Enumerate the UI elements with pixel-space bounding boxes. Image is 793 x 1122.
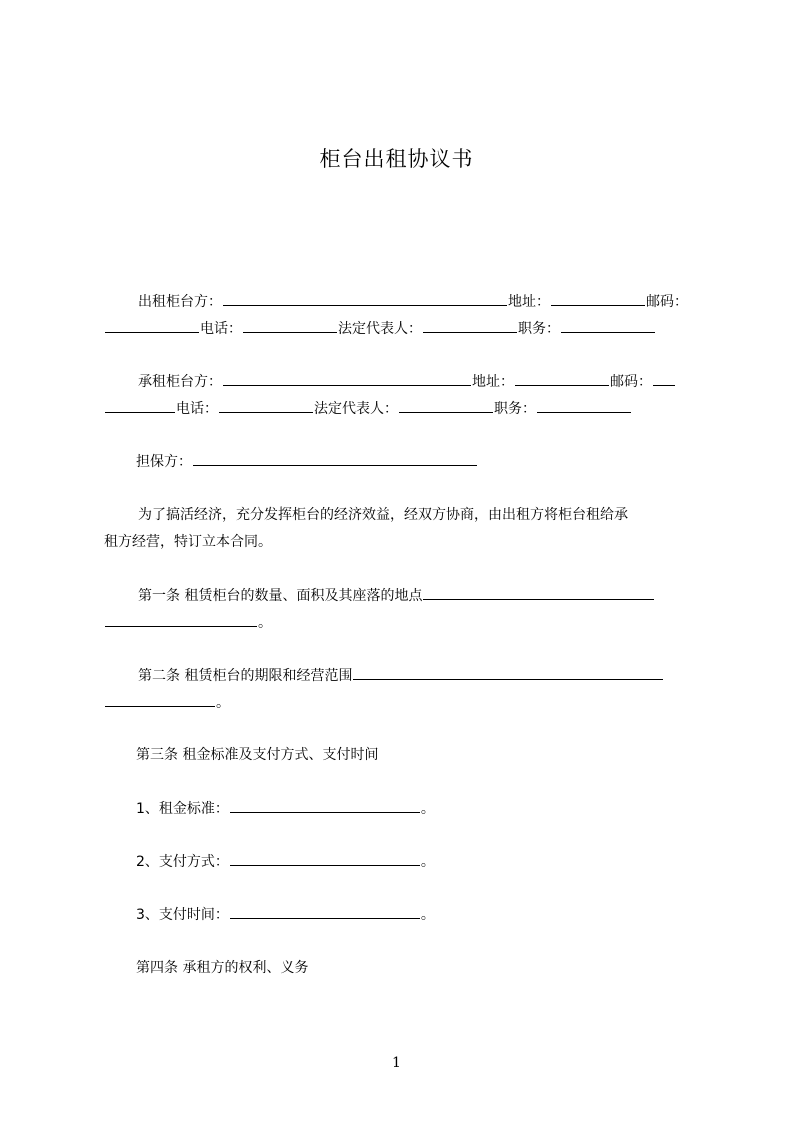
item-1-period: 。 [420, 801, 435, 817]
lessee-phone-label: 电话： [176, 401, 218, 417]
lessor-postcode-label: 邮码： [646, 294, 688, 310]
lessee-legal-rep-blank[interactable] [399, 398, 493, 413]
article-2-heading: 第二条 租赁柜台的期限和经营范围 [138, 668, 353, 684]
document-title: 柜台出租协议书 [319, 147, 474, 171]
article-2-blank-1[interactable] [353, 665, 663, 680]
preamble-line-2: 租方经营，特订立本合同。 [104, 534, 272, 550]
lessee-postcode-label: 邮码： [610, 374, 652, 390]
article-2-blank-2[interactable] [105, 692, 215, 707]
article-2-line-2 [104, 692, 230, 713]
lessee-postcode-blank-1[interactable] [653, 371, 675, 386]
page-number: 1 [392, 1055, 401, 1071]
item-2-label: 2、支付方式： [136, 854, 229, 870]
lessor-legal-rep-blank[interactable] [423, 318, 517, 333]
article-1-line-1 [138, 585, 655, 606]
item-3-line [136, 904, 435, 925]
article-1-blank-2[interactable] [105, 612, 257, 627]
preamble-line-1: 为了搞活经济，充分发挥柜台的经济效益，经双方协商，由出租方将柜台租给承 [138, 507, 628, 523]
lessee-phone-blank[interactable] [219, 398, 313, 413]
item-3-period: 。 [420, 907, 435, 923]
item-3-blank[interactable] [230, 904, 420, 919]
lessor-phone-blank[interactable] [243, 318, 337, 333]
lessee-position-label: 职务： [494, 401, 536, 417]
lessor-position-blank[interactable] [561, 318, 655, 333]
lessor-line-1 [138, 291, 688, 312]
lessee-name-blank[interactable] [223, 371, 471, 386]
article-2-period: 。 [216, 695, 230, 711]
lessor-phone-label: 电话： [200, 321, 242, 337]
item-1-blank[interactable] [230, 798, 420, 813]
item-1-line [136, 798, 435, 819]
lessor-address-blank[interactable] [551, 291, 645, 306]
article-2-line-1 [138, 665, 664, 686]
lessee-line-1 [138, 371, 676, 392]
article-1-heading: 第一条 租赁柜台的数量、面积及其座落的地点 [138, 588, 423, 604]
item-2-blank[interactable] [230, 851, 420, 866]
article-1-period: 。 [258, 615, 272, 631]
article-4-heading: 第四条 承租方的权利、义务 [136, 960, 309, 976]
guarantor-label: 担保方： [136, 454, 192, 470]
lessor-line-2 [104, 318, 656, 339]
lessee-postcode-blank-2[interactable] [105, 398, 175, 413]
lessee-legal-rep-label: 法定代表人： [314, 401, 398, 417]
lessor-label: 出租柜台方： [138, 294, 222, 310]
article-1-blank-1[interactable] [423, 585, 654, 600]
lessee-address-label: 地址： [472, 374, 514, 390]
article-3-heading: 第三条 租金标准及支付方式、支付时间 [136, 747, 379, 763]
lessor-position-label: 职务： [518, 321, 560, 337]
item-3-label: 3、支付时间： [136, 907, 229, 923]
lessor-name-blank[interactable] [223, 291, 507, 306]
article-1-line-2 [104, 612, 272, 633]
lessor-address-label: 地址： [508, 294, 550, 310]
lessee-line-2 [104, 398, 632, 419]
lessor-legal-rep-label: 法定代表人： [338, 321, 422, 337]
lessee-position-blank[interactable] [537, 398, 631, 413]
lessee-label: 承租柜台方： [138, 374, 222, 390]
guarantor-line [136, 451, 478, 472]
lessor-postcode-blank[interactable] [105, 318, 199, 333]
item-1-label: 1、租金标准： [136, 801, 229, 817]
item-2-period: 。 [420, 854, 435, 870]
item-2-line [136, 851, 435, 872]
lessee-address-blank[interactable] [515, 371, 609, 386]
guarantor-blank[interactable] [193, 451, 477, 466]
